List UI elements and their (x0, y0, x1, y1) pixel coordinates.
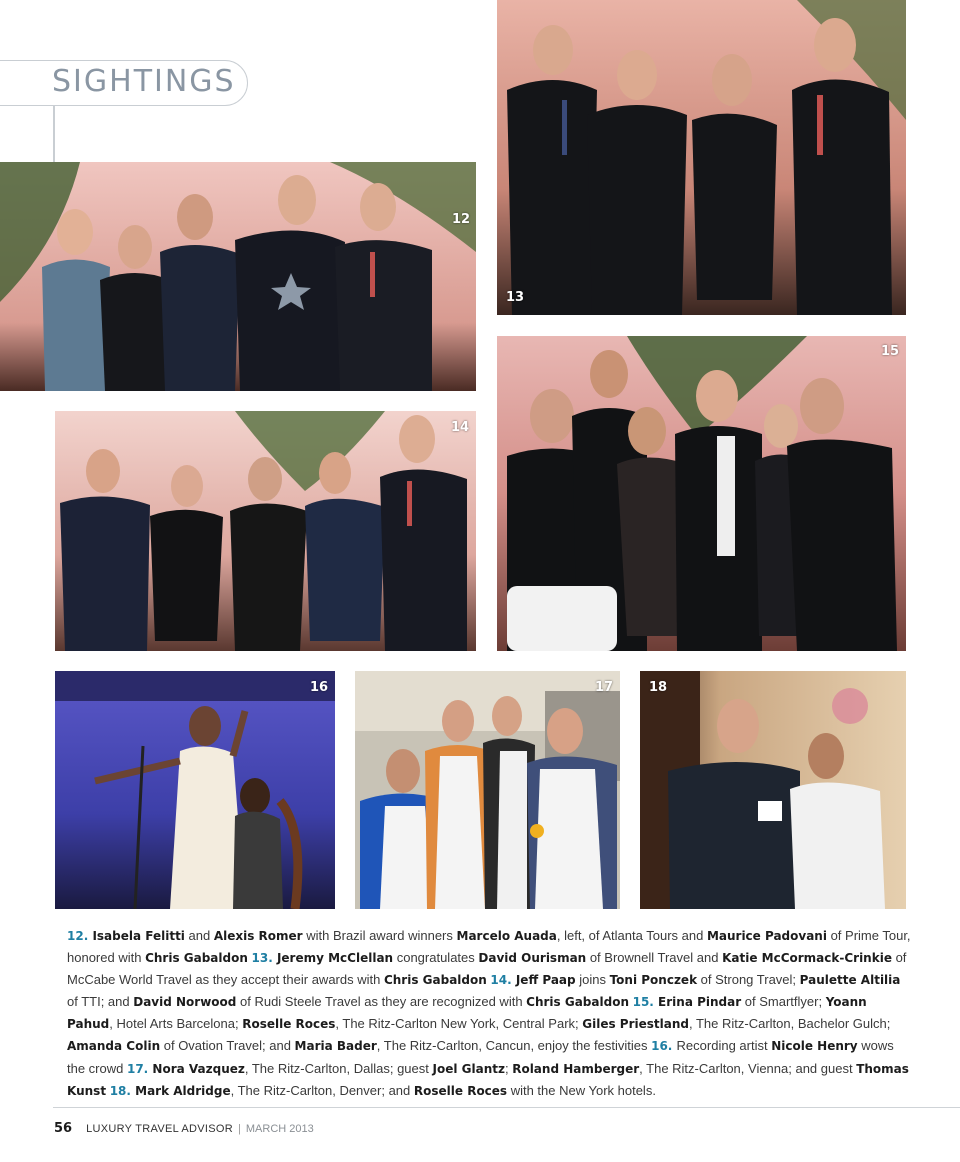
caption-text: congratulates (393, 950, 479, 966)
publication-name: LUXURY TRAVEL ADVISOR (86, 1123, 234, 1135)
photo-number-12: 12 (452, 212, 471, 227)
caption-name: Giles Priestland (582, 1017, 689, 1032)
caption-name: Katie McCormack-Crinkie (722, 951, 892, 966)
photo-12 (0, 162, 476, 391)
caption-text: with Brazil award winners (302, 928, 457, 943)
divider-line (53, 106, 55, 162)
caption-text: , The Ritz-Carlton, Denver; and (230, 1082, 414, 1098)
footer-separator: | (238, 1123, 241, 1135)
caption-name: Mark Aldridge (135, 1083, 231, 1098)
caption-text: of McCabe World Travel as they accept their awards with (67, 950, 907, 988)
caption-text: with the New York hotels. (507, 1082, 656, 1098)
caption-name: Thomas Kunst (67, 1061, 909, 1098)
caption-text: Recording artist (676, 1038, 772, 1054)
caption-name: Joel Glantz (432, 1061, 505, 1076)
caption-name: Nora Vazquez (152, 1061, 245, 1076)
caption-text: of Strong Travel; (697, 972, 800, 988)
caption-text: of Brownell Travel and (586, 950, 723, 966)
issue-date: MARCH 2013 (245, 1123, 314, 1135)
caption-number: 13. (251, 951, 277, 966)
photo-16 (55, 671, 335, 909)
caption-number: 16. (651, 1039, 677, 1054)
caption-text: and (184, 928, 214, 943)
caption-text: , The Ritz-Carlton, Vienna; and guest (639, 1060, 857, 1076)
caption-name: Yoann Pahud (67, 995, 867, 1032)
caption-name: David Norwood (133, 995, 237, 1010)
caption-text: , The Ritz-Carlton, Cancun, enjoy the festivities (376, 1038, 652, 1054)
caption-text: of Prime Tour, honored with (67, 928, 911, 966)
caption-name: David Ourisman (478, 951, 587, 966)
caption-name: Jeremy McClellan (276, 951, 394, 966)
page-footer (54, 1121, 314, 1136)
caption-text: of TTI; and (67, 994, 134, 1010)
caption-number: 18. (109, 1083, 136, 1098)
caption-name: Roselle Roces (242, 1017, 336, 1032)
caption-name: Alexis Romer (213, 929, 303, 943)
caption-name: Toni Ponczek (609, 973, 698, 988)
photo-number-15: 15 (881, 344, 900, 359)
caption-name: Marcelo Auada (456, 929, 557, 943)
footer-divider (53, 1107, 960, 1108)
caption-name: Paulette Altilia (799, 973, 901, 988)
caption-name: Chris Gabaldon (145, 951, 248, 966)
photo-17 (355, 671, 620, 909)
caption-text: , left, of Atlanta Tours and (556, 928, 707, 943)
caption-text: wows the crowd (67, 1038, 894, 1076)
caption-name: Maria Bader (294, 1039, 377, 1054)
caption-text: joins (575, 972, 610, 988)
caption-number: 12. (67, 929, 93, 943)
photo-number-16: 16 (310, 680, 329, 695)
caption-text: ; (504, 1060, 513, 1076)
photo-15 (497, 336, 906, 651)
caption-name: Jeff Paap (515, 973, 576, 988)
photo-18 (640, 671, 906, 909)
caption-text: , The Ritz-Carlton New York, Central Park; (335, 1016, 583, 1032)
caption-name: Roselle Roces (413, 1083, 508, 1098)
photo-number-18: 18 (649, 680, 668, 695)
caption-name: Chris Gabaldon (526, 995, 629, 1010)
caption-name: Chris Gabaldon (383, 973, 487, 988)
caption-name: Nicole Henry (771, 1039, 858, 1054)
photo-number-17: 17 (595, 680, 614, 695)
caption-name: Roland Hamberger (512, 1061, 640, 1076)
caption-name: Amanda Colin (67, 1039, 161, 1054)
caption-name: Isabela Felitti (92, 929, 185, 943)
page-number: 56 (54, 1121, 73, 1136)
caption-text: of Ovation Travel; and (160, 1038, 295, 1054)
caption-text: , The Ritz-Carlton, Dallas; guest (244, 1060, 433, 1076)
photo-captions (67, 925, 912, 1102)
caption-number: 14. (490, 973, 516, 988)
caption-text: of Rudi Steele Travel as they are recognized with (236, 994, 527, 1010)
caption-text: , The Ritz-Carlton, Bachelor Gulch; (688, 1016, 891, 1032)
photo-14 (55, 411, 476, 651)
section-title: SIGHTINGS (52, 64, 236, 99)
caption-number: 17. (126, 1061, 153, 1076)
photo-number-13: 13 (506, 290, 525, 305)
caption-text: , Hotel Arts Barcelona; (109, 1016, 243, 1032)
caption-number: 15. (632, 995, 659, 1010)
photo-13 (497, 0, 906, 315)
caption-name: Maurice Padovani (706, 929, 827, 943)
caption-text: of Smartflyer; (741, 994, 826, 1010)
photo-number-14: 14 (451, 420, 470, 435)
caption-name: Erina Pindar (658, 995, 742, 1010)
